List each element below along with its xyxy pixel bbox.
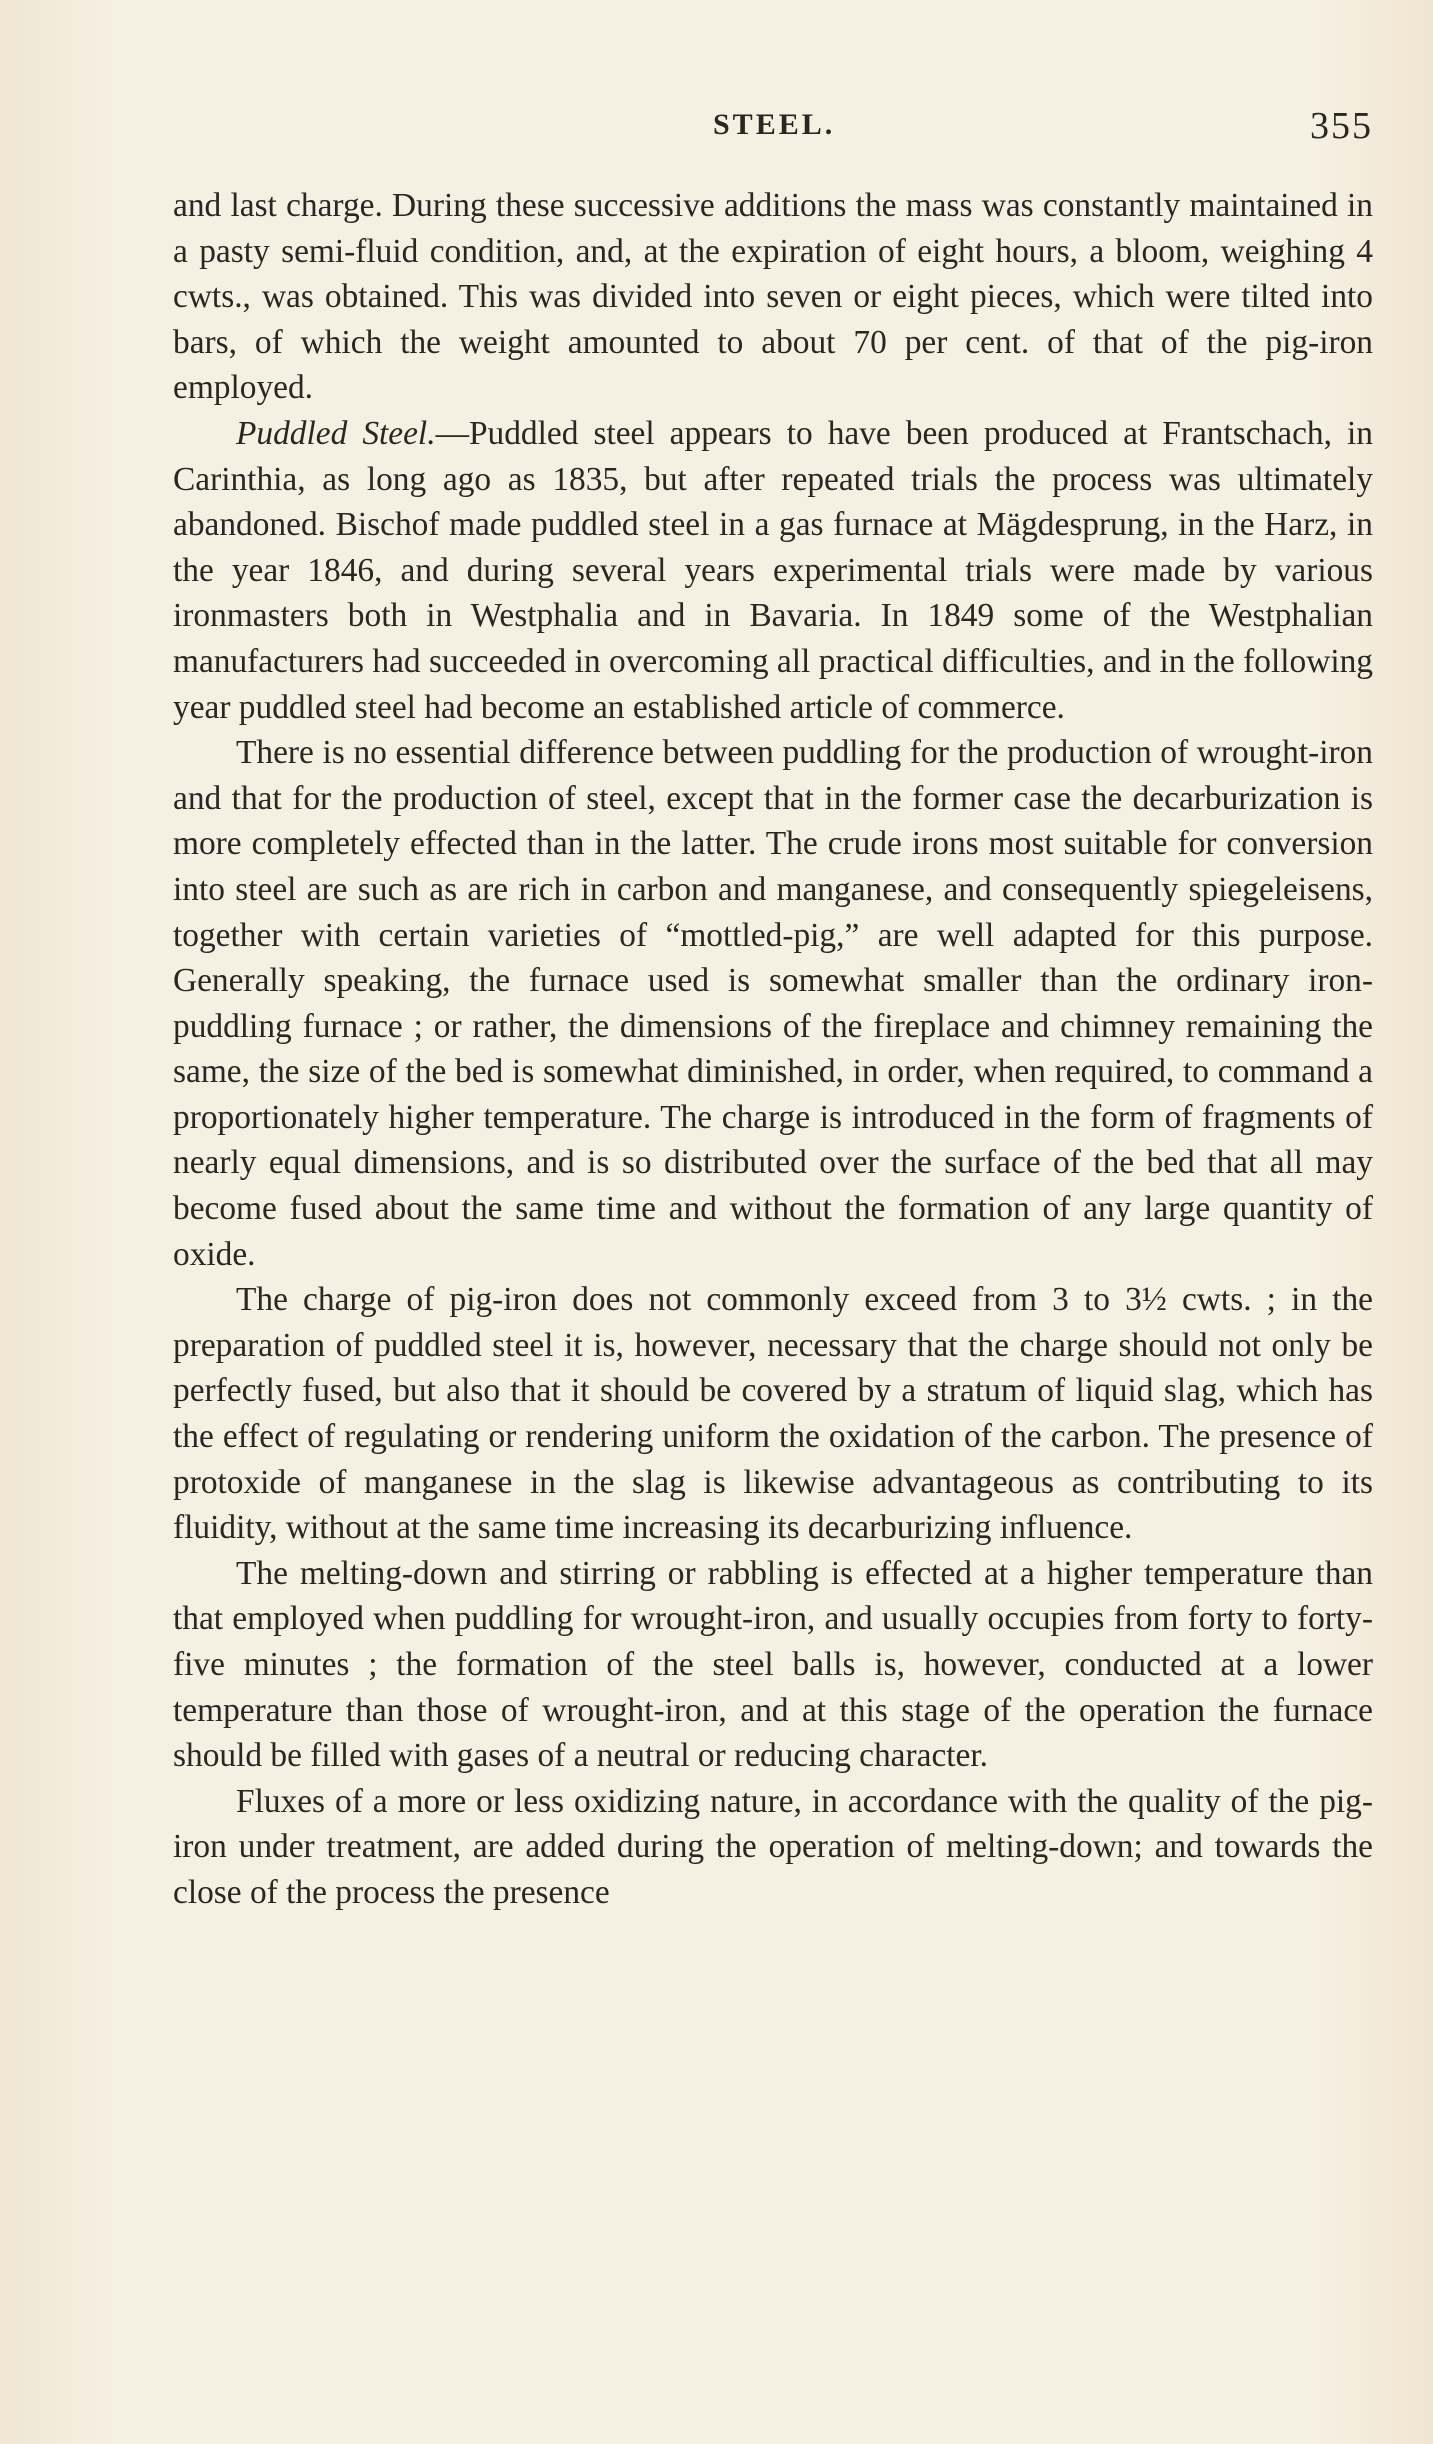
paragraph-text: The charge of pig-iron does not commonly exceed from 3 to 3½ cwts. ; in the preparation of puddled steel it is, however, necessary that the charge should not only be perfectly fused, but also that it should be covered by a stratum of liquid slag, which has the effect of regulating or rendering uniform the oxidation of the carbon. The presence of protoxide of manganese in the slag is likewise advantageous as contributing to its fluidity, without at the same time increasing its decarburizing influence. [173, 1281, 1373, 1547]
paragraph-melting-down [173, 1551, 1373, 1779]
page-number: 355 [1310, 105, 1373, 147]
paragraph-text: Fluxes of a more or less oxidizing nature, in accordance with the quality of the pig-iron under treatment, are added during the operation of melting-down; and towards the close of the process the presence [173, 1782, 1373, 1911]
paragraph-text: The melting-down and stirring or rabbling is effected at a higher temperature than that employed when puddling for wrought-iron, and usually occupies from forty to forty-five minutes ; the formation of the steel balls is, however, conducted at a lower temperature than those of wrought-iron, and at this stage of the operation the furnace should be filled with gases of a neutral or reducing character. [173, 1554, 1373, 1775]
paragraph-fluxes [173, 1779, 1373, 1916]
paragraph-puddled-steel [173, 411, 1373, 730]
paragraph-text: and last charge. During these successive additions the mass was constantly maintained in a pasty semi-fluid condition, and, at the expiration of eight hours, a bloom, weighing 4 cwts., was obtained. This was divided into seven or eight pieces, which were tilted into bars, of which the weight amounted to about 70 per cent. of that of the pig-iron employed. [173, 187, 1373, 407]
section-run-in-heading: Puddled Steel. [236, 414, 436, 452]
paragraph-text: There is no essential difference between puddling for the production of wrought-iron and that for the production of steel, except that in the former case the decarburization is more completely effected than in the latter. The crude irons most suitable for conversion into steel are such as are rich in carbon and manganese, and consequently spiegeleisens, together with certain varieties of “mottled-pig,” are well adapted for this purpose. Generally speaking, the furnace used is somewhat smaller than the ordinary iron-puddling furnace ; or rather, the dimensions of the fireplace and chimney remaining the same, the size of the bed is somewhat diminished, in order, when required, to command a proportionately higher temperature. The charge is introduced in the form of fragments of nearly equal dimensions, and is so distributed over the surface of the bed that all may become fused about the same time and without the formation of any large quantity of oxide. [173, 734, 1373, 1273]
paragraph-charge [173, 1277, 1373, 1551]
body-text [173, 183, 1373, 1916]
paragraph-continuation [173, 183, 1373, 411]
paragraph-difference [173, 730, 1373, 1277]
paragraph-text: —Puddled steel appears to have been produced at Frantschach, in Carinthia, as long ago as 1835, but after repeated trials the process was ultimately abandoned. Bischof made puddled steel in a gas furnace at Mägdesprung, in the Harz, in the year 1846, and during several years experimental trials were made by various ironmasters both in Westphalia and in Bavaria. In 1849 some of the Westphalian manufacturers had succeeded in overcoming all practical difficulties, and in the following year puddled steel had become an established article of commerce. [173, 414, 1373, 726]
running-title: STEEL. [713, 108, 836, 141]
running-head [173, 104, 1373, 154]
